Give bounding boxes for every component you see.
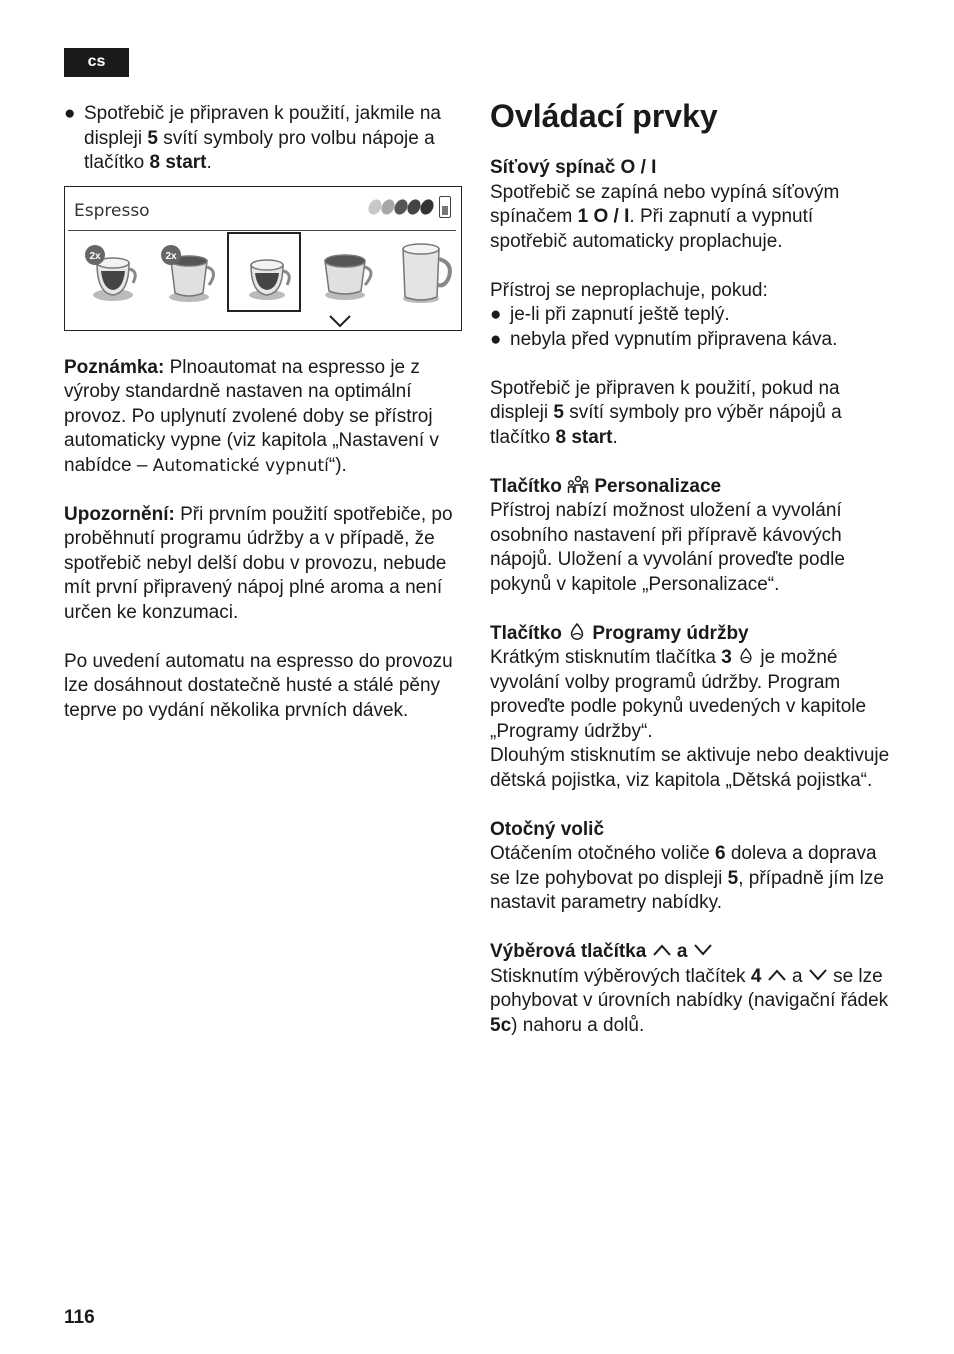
bean-icon [418, 197, 436, 217]
rinse-bullet: ● nebyla před vypnutím připravena káva. [490, 328, 838, 350]
language-code: cs [87, 53, 106, 71]
personalization-text: Přístroj nabízí možnost uložení a vyvolání osobního nastavení při přípravě kávových nápojů. Uložení a vyvolání proveďte podle pokynů v kapitole „Personalizace“. [490, 500, 845, 595]
warning-paragraph: Upozornění: Při prvním použití spotřebiče, po proběhnutí programu údržby a v případě, že spotřebič nebyl delší dobu v provozu, nebude mít první připravený nápoj plné aroma a není určen ke konzumaci. [64, 503, 453, 623]
rinse-intro: Přístroj se neproplachuje, pokud: [490, 279, 768, 301]
maintenance-text: Krátkým stisknutím tlačítka 3 je možné vyvolání volby programů údržby. Program proveďte podle pokynů uvedených v kapitole „Programy údržby“. [490, 647, 867, 742]
bean-strength-indicator [368, 196, 451, 218]
coffee-cup-icon [315, 241, 377, 307]
display-separator [68, 230, 456, 231]
svg-text:2x: 2x [89, 250, 101, 262]
personalization-icon [567, 475, 589, 495]
selection-buttons-heading: Výběrová tlačítka a [490, 940, 890, 965]
double-espresso-cup-icon [81, 241, 141, 307]
rotary-selector-heading: Otočný volič [490, 818, 605, 840]
double-coffee-cup-icon [157, 241, 219, 307]
page-number: 116 [64, 1307, 95, 1328]
rotary-selector-text: Otáčením otočného voliče 6 doleva a doprava se lze pohybovat po displeji 5, případně jím lze nastavit parametry nabídky. [490, 843, 884, 913]
intro-text: Spotřebič je připraven k použití, jakmile na displeji 5 svítí symboly pro volbu nápoje a tlačítko 8 start. [84, 103, 441, 173]
chevron-up-icon [652, 943, 672, 957]
language-badge [64, 48, 129, 77]
display-title: Espresso [74, 200, 150, 221]
chevron-down-icon [808, 968, 828, 982]
child-lock-text: Dlouhým stisknutím se aktivuje nebo deaktivuje dětská pojistka, viz kapitola „Dětská pojistka“. [490, 745, 890, 791]
note-paragraph: Poznámka: Plnoautomat na espresso je z výroby standardně nastaven na optimální provoz. Po uplynutí zvolené doby se přístroj automaticky vypne (viz kapitola „Nastavení v nabídce – Automatické vypnutí“). [64, 356, 439, 476]
selection-buttons-text: Stisknutím výběrových tlačítek 4 a se lze pohybovat v úrovních nabídky (navigační řádek 5c) nahoru a dolů. [490, 965, 889, 1036]
maintenance-heading: Tlačítko Programy údržby [490, 622, 749, 644]
maintenance-icon [567, 622, 587, 642]
water-tank-icon [439, 196, 451, 218]
power-switch-heading: Síťový spínač O / I [490, 157, 657, 178]
foam-paragraph: Po uvedení automatu na espresso do provozu lze dosáhnout dostatečně husté a stálé pěny teprve po vydání několika prvních dávek. [64, 650, 453, 721]
rinse-bullet: ● je-li při zapnutí ještě teplý. [490, 304, 730, 325]
chevron-down-icon [328, 314, 352, 328]
section-title: Ovládací prvky [490, 98, 718, 134]
ready-paragraph: Spotřebič je připraven k použití, pokud na displeji 5 svítí symboly pro výběr nápojů a tlačítko 8 start. [490, 377, 842, 448]
chevron-up-icon [767, 968, 787, 982]
right-column [490, 96, 890, 1038]
chevron-down-icon [693, 943, 713, 957]
maintenance-icon [737, 647, 755, 665]
intro-bullet [64, 102, 464, 176]
left-column [64, 102, 464, 723]
bullet-dot: ● [64, 103, 76, 124]
selected-beverage-frame [227, 232, 301, 312]
svg-text:2x: 2x [165, 250, 177, 262]
mug-icon [393, 241, 455, 307]
power-switch-text: Spotřebič se zapíná nebo vypíná síťovým spínačem 1 O / I. Při zapnutí a vypnutí spotřebič automaticky proplachuje. [490, 181, 840, 252]
display-illustration [64, 186, 462, 331]
personalization-heading: Tlačítko Personalizace [490, 475, 722, 497]
